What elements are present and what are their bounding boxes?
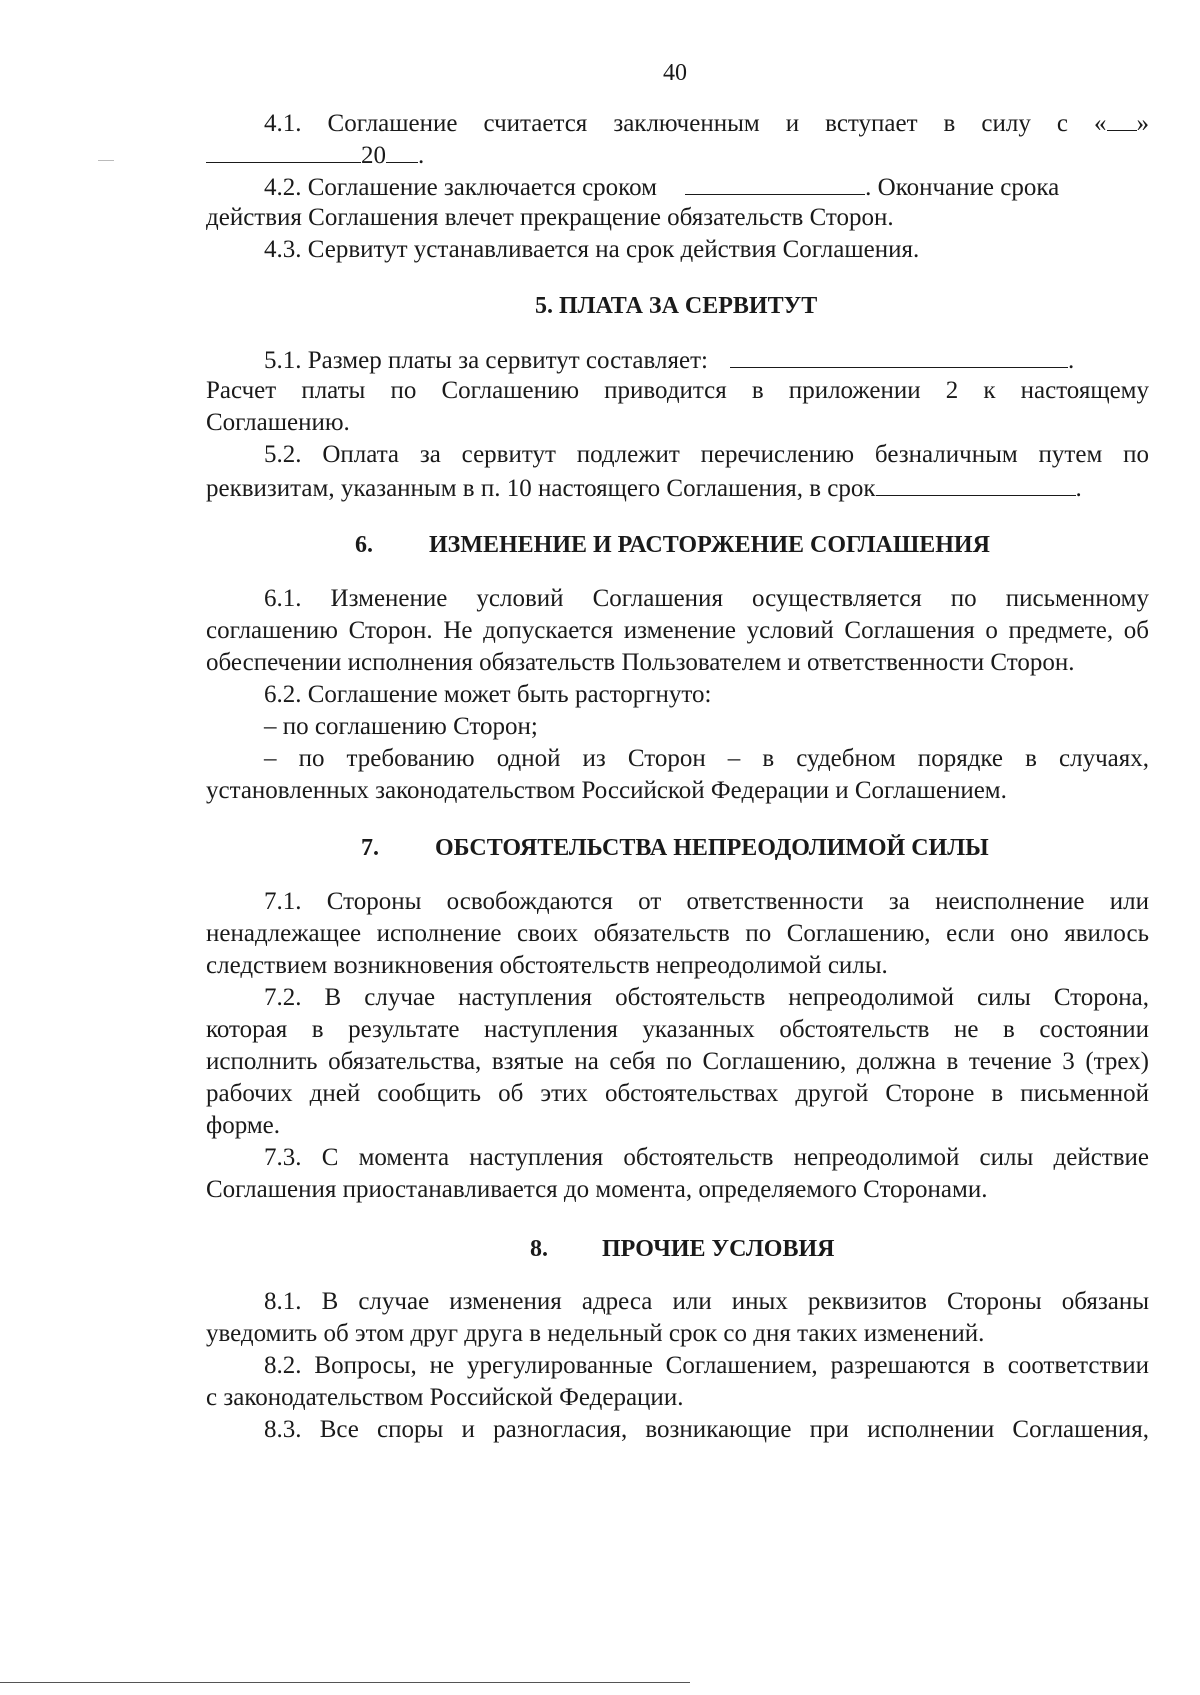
clause-5-1-line-2: Расчет платы по Соглашению приводится в приложении 2 к настоящему (206, 377, 1149, 404)
clause-7-2-line-3: исполнить обязательства, взятые на себя по Соглашению, должна в течение 3 (трех) (206, 1048, 1149, 1075)
clause-6-1-line-2: соглашению Сторон. Не допускается изменение условий Соглашения о предмете, об (206, 617, 1149, 644)
clause-7-1-line-2: ненадлежащее исполнение своих обязательств по Соглашению, если оно явилось (206, 920, 1149, 947)
clause-6-2: 6.2. Соглашение может быть расторгнуто: (264, 681, 712, 708)
clause-4-2-line-1: 4.2. Соглашение заключается сроком . Окончание срока (264, 174, 1060, 201)
document-page: 40 4.1. Соглашение считается заключенным и вступает в силу с « » 20 . 4.2. Соглашение заключается сроком . Окончание срока действия Соглашения влечет прекращение обязательств Сторон. 4.3. Сервитут устанавливается на срок действия Соглашения. 5. ПЛАТА ЗА СЕРВИТУТ 5.1. Размер платы за сервитут составляет: . Расчет платы по Соглашению приводится в приложении 2 к настоящему Соглашению. 5.2. Оплата за сервитут подлежит перечислению безналичным путем по реквизитам, указанным в п. 10 настоящего Соглашения, в срок . 6. ИЗМЕНЕНИЕ И РАСТОРЖЕНИЕ СОГЛАШЕНИЯ 6.1. Изменение условий Соглашения осуществляется по письменному соглашению Сторон. Не допускается изменение условий Соглашения о предмете, об обеспечении исполнения обязательств Пользователем и ответственности Сторон. 6.2. Соглашение может быть расторгнуто: – по соглашению Сторон; – по требованию одной из Сторон – в судебном порядке в случаях, установленных законодательством Российской Федерации и Соглашением. 7. ОБСТОЯТЕЛЬСТВА НЕПРЕОДОЛИМОЙ СИЛЫ 7.1. Стороны освобождаются от ответственности за неисполнение или ненадлежащее исполнение своих обязательств по Соглашению, если оно явилось следствием возникновения обстоятельств непреодолимой силы. 7.2. В случае наступления обстоятельств непреодолимой силы Сторона, которая в результате наступления указанных обстоятельств не в состоянии исполнить обязательства, взятые на себя по Соглашению, должна в течение 3 (трех) рабочих дней сообщить об этих обстоятельствах другой Стороне в письменной форме. 7.3. С момента наступления обстоятельств непреодолимой силы действие Соглашения приостанавливается до момента, определяемого Сторонами. 8. ПРОЧИЕ УСЛОВИЯ 8.1. В случае изменения адреса или иных реквизитов Стороны обязаны уведомить об этом друг друга в недельный срок со дня таких изменений. 8.2. Вопросы, не урегулированные Соглашением, разрешаются в соответствии с законодательством Российской Федерации. 8.3. Все споры и разногласия, возникающие при исполнении Соглашения, (0, 0, 1200, 1695)
clause-7-2-line-1: 7.2. В случае наступления обстоятельств непреодолимой силы Сторона, (264, 984, 1149, 1011)
clause-7-2-line-2: которая в результате наступления указанных обстоятельств не в состоянии (206, 1016, 1149, 1043)
clause-5-2-line-2: реквизитам, указанным в п. 10 настоящего Соглашения, в срок . (206, 475, 1082, 502)
clause-5-1-line-1: 5.1. Размер платы за сервитут составляет: . (264, 347, 1075, 374)
payment-amount-blank[interactable] (730, 345, 1068, 368)
date-day-field[interactable]: « » (1094, 110, 1150, 137)
clause-5-1-line-3: Соглашению. (206, 409, 350, 436)
clause-7-2-line-4: рабочих дней сообщить об этих обстоятельствах другой Стороне в письменной (206, 1080, 1149, 1107)
date-day-blank[interactable] (1107, 108, 1137, 131)
term-blank[interactable] (685, 172, 865, 195)
clause-4-1-line-1: 4.1. Соглашение считается заключенным и вступает в силу с « » (264, 110, 1150, 137)
clause-8-3-line-1: 8.3. Все споры и разногласия, возникающие при исполнении Соглашения, (264, 1416, 1149, 1443)
clause-7-2-line-5: форме. (206, 1112, 280, 1139)
clause-8-2-line-2: с законодательством Российской Федерации. (206, 1384, 684, 1411)
clause-7-3-line-2: Соглашения приостанавливается до момента, определяемого Сторонами. (206, 1176, 988, 1203)
page-number: 40 (663, 60, 687, 86)
clause-7-1-line-3: следствием возникновения обстоятельств непреодолимой силы. (206, 952, 888, 979)
clause-6-2-item-2-line-1: – по требованию одной из Сторон – в судебном порядке в случаях, (264, 745, 1149, 772)
clause-8-2-line-1: 8.2. Вопросы, не урегулированные Соглашением, разрешаются в соответствии (264, 1352, 1149, 1379)
margin-mark (98, 160, 114, 161)
clause-6-2-item-2-line-2: установленных законодательством Российской Федерации и Соглашением. (206, 777, 1007, 804)
clause-4-1-line-2: 20 . (206, 140, 1149, 170)
clause-7-1-line-1: 7.1. Стороны освобождаются от ответственности за неисполнение или (264, 888, 1149, 915)
clause-6-2-item-1: – по соглашению Сторон; (264, 713, 538, 740)
clause-6-1-line-3: обеспечении исполнения обязательств Пользователем и ответственности Сторон. (206, 649, 1075, 676)
clause-4-2-line-2: действия Соглашения влечет прекращение обязательств Сторон. (206, 204, 894, 231)
clause-4-3: 4.3. Сервитут устанавливается на срок действия Соглашения. (264, 236, 920, 263)
clause-6-1-line-1: 6.1. Изменение условий Соглашения осуществляется по письменному (264, 585, 1149, 612)
clause-7-3-line-1: 7.3. С момента наступления обстоятельств непреодолимой силы действие (264, 1144, 1149, 1171)
clause-8-1-line-1: 8.1. В случае изменения адреса или иных реквизитов Стороны обязаны (264, 1288, 1149, 1315)
date-year-blank[interactable] (386, 140, 418, 163)
date-month-blank[interactable] (206, 140, 361, 163)
clause-8-1-line-2: уведомить об этом друг друга в недельный срок со дня таких изменений. (206, 1320, 985, 1347)
bottom-scan-edge (0, 1682, 690, 1683)
payment-deadline-blank[interactable] (876, 473, 1076, 496)
clause-5-2-line-1: 5.2. Оплата за сервитут подлежит перечислению безналичным путем по (264, 441, 1149, 468)
